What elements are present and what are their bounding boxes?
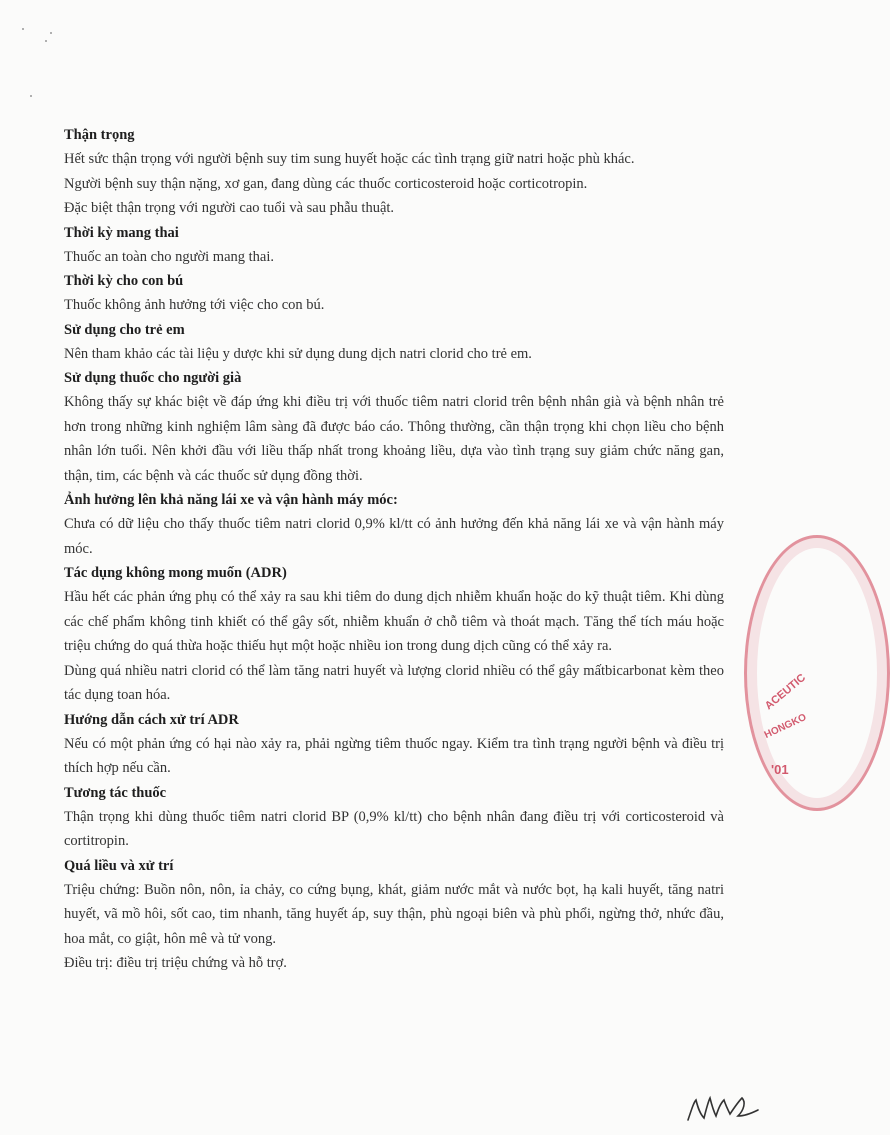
paragraph: Nếu có một phản ứng có hại nào xảy ra, phải ngừng tiêm thuốc ngay. Kiểm tra tình trạng người bệnh và điều trị thích hợp nếu cần. [64, 735, 724, 776]
paragraph: Không thấy sự khác biệt về đáp ứng khi điều trị với thuốc tiêm natri clorid trên bệnh nhân già và bệnh nhân trẻ hơn trong những kinh nghiệm lâm sàng đã được báo cáo. Thông thường, cần thận trọng khi chọn liều cho bệnh nhân lớn tuổi. Nên khởi đầu với liều thấp nhất trong khoảng liều, dựa vào tình trạng suy giảm chức năng gan, thận, tim, các bệnh và các thuốc sử dụng đồng thời. [64, 394, 724, 484]
paragraph: Đặc biệt thận trọng với người cao tuổi và sau phẫu thuật. [64, 200, 395, 216]
section-heading: Sử dụng thuốc cho người già [64, 370, 242, 386]
section-than-trong [64, 125, 724, 221]
section-heading: Thận trọng [64, 127, 135, 143]
document-page [64, 123, 724, 976]
paragraph: Điều trị: điều trị triệu chứng và hỗ trợ. [64, 955, 287, 971]
scan-speck [50, 32, 52, 34]
section-lai-xe [64, 490, 724, 561]
company-stamp [744, 535, 890, 811]
paragraph: Triệu chứng: Buồn nôn, nôn, ỉa chảy, co cứng bụng, khát, giảm nước mắt và nước bọt, hạ kali huyết, tăng natri huyết, vã mồ hôi, sốt cao, tim nhanh, tăng huyết áp, suy thận, phù ngoại biên và phù phổi, ngừng thở, nhức đầu, hoa mắt, co giật, hôn mê và tử vong. [64, 881, 724, 947]
section-adr [64, 563, 724, 708]
section-heading: Ảnh hưởng lên khả năng lái xe và vận hành máy móc: [64, 492, 398, 508]
paragraph: Người bệnh suy thận nặng, xơ gan, đang dùng các thuốc corticosteroid hoặc corticotropin. [64, 175, 588, 192]
signature-initials [684, 1088, 764, 1128]
section-qua-lieu [64, 856, 724, 976]
section-nguoi-gia [64, 368, 724, 488]
paragraph: Hết sức thận trọng với người bệnh suy tim sung huyết hoặc các tình trạng giữ natri hoặc phù khác. [64, 151, 635, 167]
paragraph: Thận trọng khi dùng thuốc tiêm natri clorid BP (0,9% kl/tt) cho bệnh nhân đang điều trị với corticosteroid và cortitropin. [64, 808, 724, 849]
section-heading: Hướng dẫn cách xử trí ADR [64, 711, 239, 728]
stamp-text: ACEUTIC [762, 671, 809, 713]
section-cho-con-bu [64, 271, 724, 318]
stamp-text: '01 [771, 762, 789, 777]
paragraph: Thuốc không ảnh hưởng tới việc cho con bú. [64, 297, 325, 313]
section-heading: Tương tác thuốc [64, 784, 167, 801]
paragraph: Nên tham khảo các tài liệu y dược khi sử dụng dung dịch natri clorid cho trẻ em. [64, 345, 532, 362]
section-heading: Thời kỳ cho con bú [64, 273, 184, 289]
section-heading: Thời kỳ mang thai [64, 224, 179, 241]
section-tre-em [64, 320, 724, 367]
section-mang-thai [64, 223, 724, 270]
scan-speck [45, 40, 47, 42]
section-heading: Sử dụng cho trẻ em [64, 321, 185, 338]
scan-speck [30, 95, 32, 97]
stamp-text: HONGKO [762, 712, 809, 741]
section-xu-tri-adr [64, 710, 724, 781]
section-heading: Quá liều và xử trí [64, 857, 174, 874]
section-heading: Tác dụng không mong muốn (ADR) [64, 565, 287, 581]
paragraph: Hầu hết các phản ứng phụ có thể xảy ra sau khi tiêm do dung dịch nhiễm khuẩn hoặc do kỹ thuật tiêm. Khi dùng các chế phẩm không tinh khiết có thể gây sốt, nhiễm khuẩn ở chỗ tiêm và thoát mạch. Tăng thể tích máu hoặc triệu chứng do quá thừa hoặc thiếu hụt một hoặc nhiều ion trong dung dịch cũng có thể xảy ra. [64, 589, 724, 654]
paragraph: Thuốc an toàn cho người mang thai. [64, 248, 275, 265]
paragraph: Chưa có dữ liệu cho thấy thuốc tiêm natri clorid 0,9% kl/tt có ảnh hưởng đến khả năng lái xe và vận hành máy móc. [64, 516, 724, 557]
scan-speck [22, 28, 24, 30]
section-tuong-tac [64, 783, 724, 854]
paragraph: Dùng quá nhiều natri clorid có thể làm tăng natri huyết và lượng clorid nhiều có thể gây mấtbicarbonat kèm theo tác dụng toan hóa. [64, 662, 724, 703]
